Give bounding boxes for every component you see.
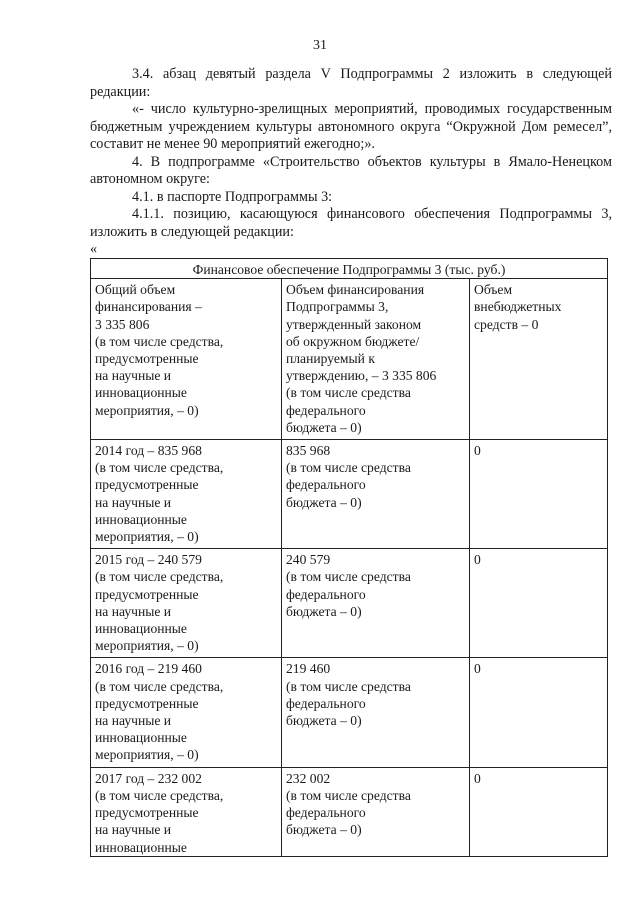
paragraph-3-4: 3.4. абзац девятый раздела V Подпрограммы 2 изложить в следующей редакции: — [90, 66, 612, 100]
table-row — [91, 549, 608, 658]
paragraph-4-1: 4.1. в паспорте Подпрограммы 3: — [132, 188, 333, 205]
paragraph-quote-events: «- число культурно-зрелищных мероприятий, проводимых государственным бюджетным учреждением культуры автономного округа “Окружной Дом ремесел”, составит не менее 90 мероприятий ежегодно;». — [90, 101, 612, 152]
page-number: 31 — [313, 38, 327, 53]
cell-year-total: 2015 год – 240 579 (в том числе средства, предусмотренные на научные и инновационные мероприятия, – 0) — [91, 549, 282, 658]
table-header: Финансовое обеспечение Подпрограммы 3 (тыс. руб.) — [91, 259, 608, 279]
cell-year-total: 2016 год – 219 460 (в том числе средства, предусмотренные на научные и инновационные мероприятия, – 0) — [91, 658, 282, 767]
cell-year-offbudget: 0 — [470, 658, 608, 767]
cell-year-total: 2017 год – 232 002 (в том числе средства, предусмотренные на научные и инновационные — [91, 767, 282, 856]
table-row — [91, 767, 608, 856]
financing-table — [90, 258, 608, 857]
paragraph-4: 4. В подпрограмме «Строительство объектов культуры в Ямало-Ненецком автономном округе: — [90, 153, 612, 187]
cell-year-offbudget: 0 — [470, 549, 608, 658]
cell-year-offbudget: 0 — [470, 440, 608, 549]
table-row — [91, 658, 608, 767]
cell-offbudget-financing: Объем внебюджетных средств – 0 — [470, 279, 608, 440]
table-row-summary — [91, 279, 608, 440]
paragraph-4-1-1: 4.1.1. позицию, касающуюся финансового обеспечения Подпрограммы 3, изложить в следующей редакции: — [90, 206, 612, 240]
cell-approved-financing: Объем финансирования Подпрограммы 3, утвержденный законом об окружном бюджете/ планируемый к утверждению, – 3 335 806 (в том числе средства федерального бюджета – 0) — [282, 279, 470, 440]
cell-year-approved: 232 002 (в том числе средства федерального бюджета – 0) — [282, 767, 470, 856]
cell-total-financing: Общий объем финансирования – 3 335 806 (в том числе средства, предусмотренные на научные и инновационные мероприятия, – 0) — [91, 279, 282, 440]
table-header-row — [91, 259, 608, 279]
document-body — [90, 66, 612, 259]
cell-year-approved: 835 968 (в том числе средства федерального бюджета – 0) — [282, 440, 470, 549]
cell-year-total: 2014 год – 835 968 (в том числе средства, предусмотренные на научные и инновационные мероприятия, – 0) — [91, 440, 282, 549]
cell-year-approved: 219 460 (в том числе средства федерального бюджета – 0) — [282, 658, 470, 767]
opening-quote: « — [90, 241, 98, 257]
cell-year-approved: 240 579 (в том числе средства федерального бюджета – 0) — [282, 549, 470, 658]
table-row — [91, 440, 608, 549]
cell-year-offbudget: 0 — [470, 767, 608, 856]
